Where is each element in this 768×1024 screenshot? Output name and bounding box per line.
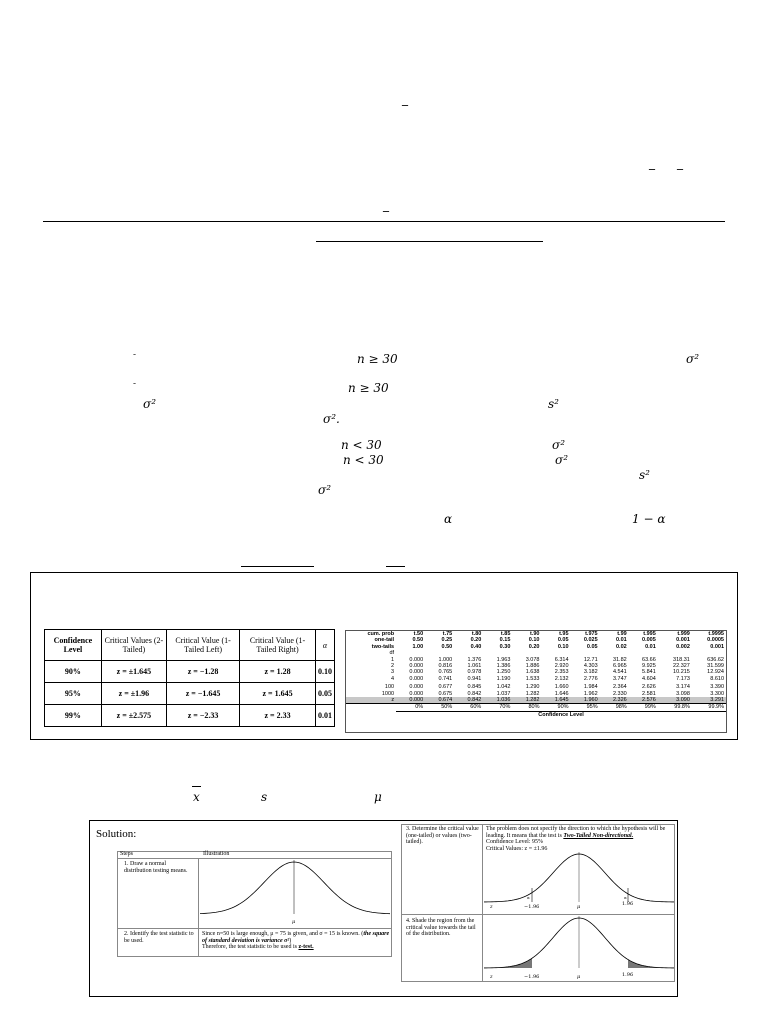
cell: 0.000 bbox=[409, 663, 424, 670]
cell: 0.02 bbox=[615, 643, 627, 650]
cell: 0.677 bbox=[438, 684, 453, 691]
cell: 3.747 bbox=[612, 675, 627, 682]
cell: 0.50 bbox=[412, 637, 424, 644]
pos-critical-label: 1.96 bbox=[622, 972, 634, 978]
header-alpha: α bbox=[315, 630, 334, 661]
cell: 5.841 bbox=[642, 669, 656, 676]
variance-symbol: σ² bbox=[555, 453, 569, 467]
cell: 0.002 bbox=[676, 643, 690, 650]
table-row bbox=[346, 697, 726, 704]
cell: 0% bbox=[415, 704, 424, 711]
normal-curve-1 bbox=[200, 860, 390, 926]
cell: 3.300 bbox=[710, 690, 724, 697]
cell: 318.31 bbox=[673, 656, 690, 663]
cell: 0.000 bbox=[409, 669, 424, 676]
condition-expr: n ≥ 30 bbox=[348, 381, 389, 395]
step-2: 2. Identify the test statistic to be used. bbox=[124, 931, 194, 944]
cell: 1.037 bbox=[496, 690, 511, 697]
cell: 3.291 bbox=[692, 697, 726, 704]
cell: 0.10 bbox=[557, 643, 569, 650]
cell: 0.741 bbox=[438, 675, 453, 682]
cell: 98% bbox=[615, 704, 627, 711]
row-label: 100 bbox=[384, 684, 395, 691]
cell: 0.05 bbox=[315, 683, 334, 705]
title-underline bbox=[316, 241, 543, 242]
cell: 7.173 bbox=[676, 675, 690, 682]
table-row bbox=[346, 711, 726, 718]
header-left: Critical Value (1-Tailed Left) bbox=[167, 630, 240, 661]
cell: 0.05 bbox=[586, 643, 598, 650]
solution-title: Solution: bbox=[96, 828, 137, 840]
overbar-mark: _ bbox=[402, 92, 408, 106]
table-row bbox=[346, 683, 726, 690]
cell: 31.82 bbox=[612, 656, 627, 663]
cell: 2.776 bbox=[583, 675, 598, 682]
row-label: 1000 bbox=[381, 690, 395, 697]
cell: 1.061 bbox=[467, 663, 482, 670]
cell: 0.675 bbox=[438, 690, 453, 697]
variance-symbol: σ² bbox=[686, 352, 700, 366]
cell: 0.816 bbox=[438, 663, 453, 670]
population-mean-symbol: μ bbox=[374, 790, 382, 804]
cell: 0.000 bbox=[409, 675, 424, 682]
cell: 0.001 bbox=[710, 643, 724, 650]
cell: t.9995 bbox=[708, 631, 724, 637]
sample-sd-symbol: s bbox=[261, 790, 268, 804]
cell: 1.533 bbox=[525, 675, 540, 682]
cell: t.999 bbox=[677, 631, 690, 637]
cell: 1.984 bbox=[583, 684, 598, 691]
cell: t.80 bbox=[471, 631, 482, 637]
cell: 3.390 bbox=[710, 684, 724, 691]
cell: 0.000 bbox=[396, 697, 425, 704]
cell: 0.842 bbox=[467, 690, 482, 697]
cell: 2.626 bbox=[642, 684, 656, 691]
cell: 0.001 bbox=[676, 637, 690, 644]
cell: 0.10 bbox=[315, 661, 334, 683]
row-label: df bbox=[389, 650, 395, 657]
t-distribution-table bbox=[346, 631, 726, 718]
cell: 0.25 bbox=[441, 637, 453, 644]
sample-mean-symbol: x bbox=[193, 790, 200, 804]
mu-label: μ bbox=[292, 919, 296, 925]
cell: 63.66 bbox=[642, 656, 656, 663]
cell: 0.000 bbox=[409, 690, 424, 697]
cell: t.85 bbox=[500, 631, 511, 637]
cell: 0.842 bbox=[454, 697, 483, 704]
cell: 1.042 bbox=[496, 684, 511, 691]
cell: 2.581 bbox=[642, 690, 656, 697]
cell: 4.303 bbox=[583, 663, 598, 670]
cell: 50% bbox=[441, 704, 453, 711]
condition-expr: n < 30 bbox=[343, 453, 384, 467]
header-confidence: Confidence Level bbox=[45, 630, 102, 661]
cell: 1.282 bbox=[512, 697, 541, 704]
cell: t.95 bbox=[559, 631, 569, 637]
cell: 0.01 bbox=[315, 705, 334, 727]
cell: 3.078 bbox=[525, 656, 540, 663]
cell: 1.036 bbox=[483, 697, 512, 704]
cell: 60% bbox=[470, 704, 482, 711]
overbar-mark: _ bbox=[649, 156, 655, 170]
row-label: cum. prob bbox=[367, 631, 395, 637]
cell: 1.190 bbox=[496, 675, 511, 682]
variance-symbol: σ². bbox=[323, 412, 340, 426]
cell: 1.000 bbox=[438, 656, 453, 663]
cell: 31.599 bbox=[707, 663, 724, 670]
neg-critical-label: −1.96 bbox=[524, 904, 540, 910]
cell: 90% bbox=[45, 661, 102, 683]
cell: 2.920 bbox=[554, 663, 569, 670]
neg-critical-label: −1.96 bbox=[524, 974, 540, 980]
cell: 0.000 bbox=[409, 684, 424, 691]
illustration-header: Illustration bbox=[203, 851, 230, 857]
table-row bbox=[346, 704, 726, 711]
z-label: z bbox=[490, 974, 493, 980]
cell: 2.326 bbox=[600, 697, 629, 704]
table-row bbox=[45, 661, 335, 683]
table-row bbox=[45, 683, 335, 705]
row-label bbox=[346, 704, 396, 711]
t-table-box bbox=[345, 630, 727, 733]
cell: z = 1.28 bbox=[240, 661, 316, 683]
step-3-explanation: The problem does not specify the direction to which the hypothesis will be leading. It means that the test is Two-Tailed Non-directional. Confidence Level: 95% Critical Values: z = ±1.96 bbox=[486, 826, 666, 852]
steps-header: Steps bbox=[120, 851, 134, 857]
cell: 1.376 bbox=[467, 656, 482, 663]
cell: 2.576 bbox=[629, 697, 658, 704]
cell: 80% bbox=[528, 704, 540, 711]
cell: 1.645 bbox=[541, 697, 570, 704]
section-divider bbox=[43, 221, 725, 222]
cell: 1.660 bbox=[554, 684, 569, 691]
step-2-explanation: Since n=50 is large enough, μ = 75 is given, and σ = 15 is known. (the square of standard deviation is variance σ²) Therefore, the test statistic to be used is z-test. bbox=[202, 931, 390, 951]
cell: 2.132 bbox=[554, 675, 569, 682]
cell: z = 2.33 bbox=[240, 705, 316, 727]
cell: 0.978 bbox=[467, 669, 482, 676]
normal-curve-3 bbox=[484, 916, 674, 980]
row-label: two-tails bbox=[371, 643, 395, 650]
cell: 1.638 bbox=[525, 669, 540, 676]
cell: 1.962 bbox=[583, 690, 598, 697]
cell: 90% bbox=[557, 704, 569, 711]
cell: 0.20 bbox=[470, 637, 482, 644]
cell: 0.05 bbox=[557, 637, 569, 644]
critical-values-table bbox=[44, 629, 335, 727]
cell: 0.01 bbox=[615, 637, 627, 644]
cell: 4.604 bbox=[642, 675, 656, 682]
cell: 8.610 bbox=[710, 675, 724, 682]
sample-variance-symbol: s² bbox=[639, 468, 650, 482]
cell: 0.10 bbox=[528, 637, 540, 644]
alpha-mark: α bbox=[624, 895, 627, 900]
cell: 95% bbox=[45, 683, 102, 705]
cell: 9.925 bbox=[642, 663, 656, 670]
cell: 1.00 bbox=[412, 643, 424, 650]
cell: 1.282 bbox=[525, 690, 540, 697]
row-label: 2 bbox=[391, 663, 395, 670]
row-label: 3 bbox=[391, 669, 395, 676]
cell: 70% bbox=[499, 704, 511, 711]
cell: t.995 bbox=[643, 631, 656, 637]
cell: t.975 bbox=[585, 631, 598, 637]
mu-label: μ bbox=[577, 904, 581, 910]
cell: 3.098 bbox=[676, 690, 690, 697]
alpha-symbol: α bbox=[444, 512, 453, 526]
cell: z = 1.645 bbox=[240, 683, 316, 705]
variance-symbol: σ² bbox=[143, 397, 157, 411]
alpha-mark: α bbox=[527, 895, 530, 900]
cell: 0.30 bbox=[499, 643, 511, 650]
normal-curve-2 bbox=[484, 852, 674, 914]
cell: 4.541 bbox=[612, 669, 627, 676]
overbar-mark: _ bbox=[383, 198, 389, 212]
confidence-expr: 1 − α bbox=[632, 512, 666, 526]
cell: 99% bbox=[45, 705, 102, 727]
cell: 3.174 bbox=[676, 684, 690, 691]
cell: 0.0005 bbox=[707, 637, 724, 644]
cell: 2.364 bbox=[612, 684, 627, 691]
cell: 3.182 bbox=[583, 669, 598, 676]
cell: 95% bbox=[586, 704, 598, 711]
table-row bbox=[45, 705, 335, 727]
cell: 0.40 bbox=[470, 643, 482, 650]
confidence-level-label: Confidence Level bbox=[396, 711, 726, 718]
step-3: 3. Determine the critical value (one-tailed) or values (two-tailed). bbox=[406, 826, 479, 846]
cell: 0.941 bbox=[467, 675, 482, 682]
cell: 0.845 bbox=[467, 684, 482, 691]
cell: 0.765 bbox=[438, 669, 453, 676]
cell: t.99 bbox=[617, 631, 627, 637]
row-label: 4 bbox=[391, 675, 395, 682]
table-row bbox=[346, 676, 726, 683]
sample-variance-symbol: s² bbox=[548, 397, 559, 411]
cell: z = ±1.645 bbox=[101, 661, 166, 683]
cell: 22.327 bbox=[673, 663, 690, 670]
step-1: 1. Draw a normal distribution testing means. bbox=[124, 861, 188, 874]
cell: 0.674 bbox=[425, 697, 454, 704]
cell: 0.50 bbox=[441, 643, 453, 650]
condition-expr: n < 30 bbox=[341, 438, 382, 452]
cell: 636.62 bbox=[707, 656, 724, 663]
cell: 99.8% bbox=[674, 704, 690, 711]
variance-symbol: σ² bbox=[318, 483, 332, 497]
row-label: z bbox=[346, 697, 396, 704]
overbar-mark: _ bbox=[677, 156, 683, 170]
row-label: 1 bbox=[391, 656, 395, 663]
cell: 1.646 bbox=[554, 690, 569, 697]
cell: t.50 bbox=[413, 631, 424, 637]
cell: 2.330 bbox=[612, 690, 627, 697]
cell: 0.01 bbox=[645, 643, 656, 650]
cell: 99% bbox=[644, 704, 656, 711]
cell: 1.386 bbox=[496, 663, 511, 670]
cell: 3.090 bbox=[658, 697, 692, 704]
cell: z = −1.645 bbox=[167, 683, 240, 705]
cell: 0.20 bbox=[528, 643, 540, 650]
cell: 0.025 bbox=[583, 637, 598, 644]
cell: 1.960 bbox=[571, 697, 600, 704]
cell: 0.005 bbox=[642, 637, 656, 644]
cell: 12.71 bbox=[583, 656, 598, 663]
cell: 0.000 bbox=[409, 656, 424, 663]
cell: 12.924 bbox=[707, 669, 724, 676]
mean-overbar bbox=[192, 786, 201, 787]
cell: z = −2.33 bbox=[167, 705, 240, 727]
cell: 6.314 bbox=[554, 656, 569, 663]
cell: z = ±1.96 bbox=[101, 683, 166, 705]
cell: t.75 bbox=[442, 631, 453, 637]
condition-expr: n ≥ 30 bbox=[357, 352, 398, 366]
cell: 99.9% bbox=[708, 704, 724, 711]
cell: 6.965 bbox=[612, 663, 627, 670]
cell: 1.886 bbox=[525, 663, 540, 670]
cell: z = ±2.575 bbox=[101, 705, 166, 727]
header-right: Critical Value (1-Tailed Right) bbox=[240, 630, 316, 661]
pos-critical-label: 1.96 bbox=[622, 901, 634, 907]
cell: 0.15 bbox=[499, 637, 511, 644]
cell: 10.215 bbox=[673, 669, 690, 676]
variance-symbol: σ² bbox=[552, 438, 566, 452]
header-two-tailed: Critical Values (2-Tailed) bbox=[101, 630, 166, 661]
mu-label: μ bbox=[577, 974, 581, 980]
row-label: one-tail bbox=[374, 637, 395, 644]
z-label: z bbox=[490, 904, 493, 910]
cell: t.90 bbox=[529, 631, 540, 637]
cell: z = −1.28 bbox=[167, 661, 240, 683]
cell: 1.250 bbox=[496, 669, 511, 676]
cell: 2.353 bbox=[554, 669, 569, 676]
underline bbox=[241, 566, 314, 567]
cell: 1.963 bbox=[496, 656, 511, 663]
step-4: 4. Shade the region from the critical value towards the tail of the distribution. bbox=[406, 918, 476, 938]
cell: 1.290 bbox=[525, 684, 540, 691]
underline bbox=[386, 566, 405, 567]
